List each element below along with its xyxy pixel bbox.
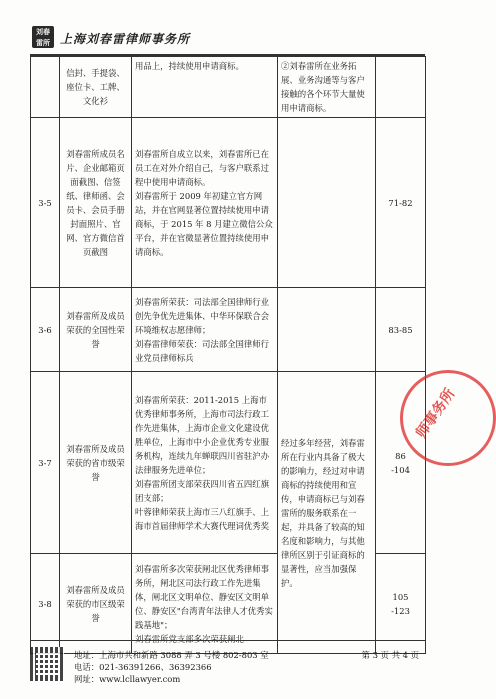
contact-info xyxy=(74,649,269,685)
evidence-table xyxy=(30,56,426,654)
stamp-text: 师事务所 xyxy=(413,386,459,442)
cell-note-empty xyxy=(278,288,376,372)
cell-item: 刘春雷所成员名片、企业邮箱页面截图、信签纸、律师函、会员卡、会员手册封面照片、官网、官方微信首页截图 xyxy=(60,118,132,288)
letterhead-footer xyxy=(30,640,425,691)
cell-note-empty xyxy=(278,118,376,288)
cell-desc: 刘春雷所荣获：2011-2015 上海市优秀律师事务所，上海市司法行政工作先进集体，上海市企业文化建设优胜单位，上海市中小企业优秀专业服务机构，连续九年蝉联四川省驻沪办法律服务先进单位； 刘春雷所团支部荣获四川省五四红旗团支部； 叶蓉律师荣获上海市三八红旗手、上海市首届律师学术大赛代理词优秀奖 xyxy=(132,372,278,554)
cell-item: 信封、手提袋、 座位卡、工牌、 文化衫 xyxy=(60,57,132,118)
phone-text: 电话：021-36391266、36392366 xyxy=(74,662,212,672)
table-row xyxy=(31,57,426,118)
cell-merged-note: 经过多年经营，刘春雷所在行业内具备了极大的影响力，经过对申请商标的持续使用和宣传，申请商标已与刘春雷所的服务联系在一起，并具备了较高的知名度和影响力，与其他律所区别于引证商标的显著性，应当加强保护。 xyxy=(278,372,376,654)
cell-desc: 刘春雷所多次荣获闸北区优秀律师事务所，闸北区司法行政工作先进集体，闸北区文明单位、静安区文明单位、静安区"台湾青年法律人才优秀实践基地"； 刘春雷所党支部多次荣获闸北 xyxy=(132,554,278,654)
red-seal-stamp xyxy=(400,370,496,466)
cell-no: 3-5 xyxy=(31,118,60,288)
table-row xyxy=(31,372,426,554)
page-number: 第 3 页 共 4 页 xyxy=(361,650,419,660)
cell-item: 刘春雷所及成员荣获的全国性荣誉 xyxy=(60,288,132,372)
qr-code-icon xyxy=(30,647,64,681)
firm-logo: 刘春 雷所 xyxy=(32,26,54,48)
cell-desc: 刘春雷所荣获：司法部全国律师行业创先争优先进集体、中华环保联合会环境维权志愿律师； 刘春雷律师荣获：司法部全国律师行业党员律师标兵 xyxy=(132,288,278,372)
cell-item: 刘春雷所及成员荣获的市区级荣誉 xyxy=(60,554,132,654)
cell-note: ②刘春雷所在业务拓展、业务沟通等与客户接触的各个环节大量使用申请商标。 xyxy=(278,57,376,118)
cell-page xyxy=(376,57,426,118)
cell-desc: 用品上，持续使用申请商标。 xyxy=(132,57,278,118)
address-text: 地址：上海市共和新路 3088 弄 3 号楼 802-803 室 xyxy=(74,650,269,660)
cell-no: 3-7 xyxy=(31,372,60,554)
cell-page: 71-82 xyxy=(376,118,426,288)
cell-desc: 刘春雷所自成立以来，刘春雷所已在员工在对外介绍自己，与客户联系过程中使用申请商标。 刘春雷所于 2009 年初建立官方网站，并在官网显著位置持续使用申请商标，于 2015 年 8 月建立微信公众平台，并在官微显著位置持续使用申请商标。 xyxy=(132,118,278,288)
letterhead-header xyxy=(30,24,425,56)
cell-page: 105 -123 xyxy=(376,554,426,654)
cell-no: 3-8 xyxy=(31,554,60,654)
table-row xyxy=(31,288,426,372)
cell-page: 86 -104 xyxy=(376,372,426,554)
firm-name: 上海刘春雷律师事务所 xyxy=(60,32,191,46)
cell-page: 83-85 xyxy=(376,288,426,372)
cell-no xyxy=(31,57,60,118)
cell-item: 刘春雷所及成员荣获的省市级荣誉 xyxy=(60,372,132,554)
table-row xyxy=(31,118,426,288)
website-link[interactable]: 网址：www.lcllawyer.com xyxy=(74,674,181,684)
cell-no: 3-6 xyxy=(31,288,60,372)
